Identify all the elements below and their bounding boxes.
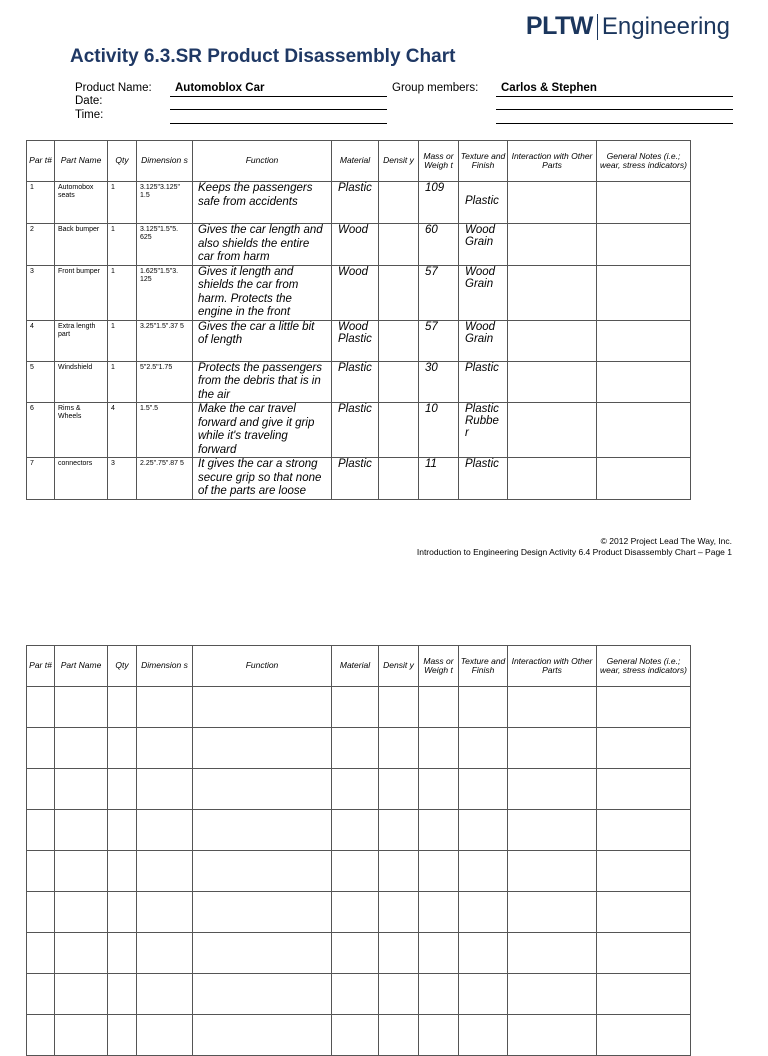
cell-mass[interactable]: 11 — [419, 458, 459, 500]
col-header-interaction: Interaction with Other Parts — [508, 646, 597, 687]
cell-material[interactable]: Plastic — [332, 458, 379, 500]
cell-notes[interactable] — [597, 182, 691, 224]
cell-density[interactable] — [379, 403, 419, 458]
cell-material[interactable] — [332, 892, 379, 933]
cell-part-number[interactable]: 3 — [27, 265, 55, 320]
cell-material[interactable] — [332, 810, 379, 851]
cell-interaction[interactable] — [508, 933, 597, 974]
cell-interaction[interactable] — [508, 182, 597, 224]
col-header-notes: General Notes (i.e.; wear, stress indicators) — [597, 141, 691, 182]
cell-dimensions[interactable] — [137, 892, 193, 933]
cell-density[interactable] — [379, 265, 419, 320]
table-row — [27, 974, 691, 1015]
cell-dimensions[interactable]: 2.25".75".87 5 — [137, 458, 193, 500]
cell-part-name[interactable] — [55, 728, 108, 769]
cell-part-name[interactable] — [55, 851, 108, 892]
cell-texture[interactable]: Plastic — [459, 458, 508, 500]
cell-dimensions[interactable] — [137, 687, 193, 728]
cell-material[interactable]: Plastic — [332, 182, 379, 224]
cell-notes[interactable] — [597, 1015, 691, 1056]
cell-mass[interactable]: 60 — [419, 224, 459, 266]
cell-density[interactable] — [379, 892, 419, 933]
cell-part-name[interactable]: Extra length part — [55, 320, 108, 361]
cell-qty[interactable] — [108, 687, 137, 728]
cell-interaction[interactable] — [508, 892, 597, 933]
cell-dimensions[interactable]: 3.125"3.125" 1.5 — [137, 182, 193, 224]
date-line[interactable] — [170, 109, 387, 110]
cell-part-name[interactable] — [55, 892, 108, 933]
cell-qty[interactable]: 1 — [108, 361, 137, 403]
cell-material[interactable] — [332, 933, 379, 974]
cell-mass[interactable] — [419, 769, 459, 810]
col-header-dimensions: Dimension s — [137, 646, 193, 687]
cell-density[interactable] — [379, 320, 419, 361]
table-row — [27, 458, 691, 500]
cell-part-number[interactable]: 4 — [27, 320, 55, 361]
cell-function[interactable] — [193, 769, 332, 810]
table-row — [27, 810, 691, 851]
cell-part-name[interactable] — [55, 769, 108, 810]
cell-part-number[interactable] — [27, 933, 55, 974]
cell-texture[interactable] — [459, 687, 508, 728]
col-header-material: Material — [332, 646, 379, 687]
cell-dimensions[interactable]: 1.5".5 — [137, 403, 193, 458]
cell-function[interactable] — [193, 851, 332, 892]
cell-texture[interactable] — [459, 769, 508, 810]
cell-density[interactable] — [379, 974, 419, 1015]
cell-mass[interactable]: 57 — [419, 320, 459, 361]
cell-density[interactable] — [379, 182, 419, 224]
cell-qty[interactable] — [108, 851, 137, 892]
table-row — [27, 892, 691, 933]
cell-texture[interactable]: Wood Grain — [459, 224, 508, 266]
cell-notes[interactable] — [597, 851, 691, 892]
page-line-text: Introduction to Engineering Design Activity 6.4 Product Disassembly Chart – Page 1 — [416, 547, 732, 557]
cell-mass[interactable] — [419, 851, 459, 892]
cell-texture[interactable] — [459, 933, 508, 974]
cell-mass[interactable]: 10 — [419, 403, 459, 458]
cell-mass[interactable]: 109 — [419, 182, 459, 224]
cell-part-name[interactable]: Back bumper — [55, 224, 108, 266]
cell-texture[interactable] — [459, 1015, 508, 1056]
cell-part-number[interactable] — [27, 810, 55, 851]
cell-dimensions[interactable]: 3.25"1.5".37 5 — [137, 320, 193, 361]
cell-part-name[interactable]: Front bumper — [55, 265, 108, 320]
cell-density[interactable] — [379, 687, 419, 728]
cell-material[interactable] — [332, 687, 379, 728]
cell-part-name[interactable] — [55, 1015, 108, 1056]
cell-notes[interactable] — [597, 687, 691, 728]
col-header-qty: Qty — [108, 141, 137, 182]
cell-qty[interactable] — [108, 933, 137, 974]
cell-dimensions[interactable]: 1.625"1.5"3. 125 — [137, 265, 193, 320]
cell-part-name[interactable] — [55, 974, 108, 1015]
cell-part-number[interactable] — [27, 728, 55, 769]
cell-density[interactable] — [379, 458, 419, 500]
cell-part-number[interactable] — [27, 851, 55, 892]
cell-part-number[interactable]: 2 — [27, 224, 55, 266]
cell-function[interactable]: It gives the car a strong secure grip so that none of the parts are loose — [193, 458, 332, 500]
cell-mass[interactable] — [419, 810, 459, 851]
cell-mass[interactable]: 57 — [419, 265, 459, 320]
cell-mass[interactable] — [419, 728, 459, 769]
cell-texture[interactable]: Wood Grain — [459, 320, 508, 361]
cell-texture[interactable]: Plastic Rubbe r — [459, 403, 508, 458]
cell-interaction[interactable] — [508, 769, 597, 810]
col-header-mass: Mass or Weigh t — [419, 646, 459, 687]
cell-interaction[interactable] — [508, 320, 597, 361]
cell-qty[interactable] — [108, 769, 137, 810]
cell-function[interactable] — [193, 728, 332, 769]
table-row — [27, 182, 691, 224]
cell-dimensions[interactable] — [137, 974, 193, 1015]
cell-mass[interactable] — [419, 892, 459, 933]
cell-material[interactable] — [332, 728, 379, 769]
disassembly-table-page-2 — [26, 645, 691, 1056]
cell-notes[interactable] — [597, 265, 691, 320]
info-block — [0, 0, 768, 130]
cell-part-number[interactable] — [27, 769, 55, 810]
cell-function[interactable]: Gives it length and shields the car from harm. Protects the engine in the front — [193, 265, 332, 320]
cell-texture[interactable]: Wood Grain — [459, 265, 508, 320]
col-header-texture: Texture and Finish — [459, 646, 508, 687]
col-header-notes: General Notes (i.e.; wear, stress indicators) — [597, 646, 691, 687]
table-row — [27, 687, 691, 728]
col-header-material: Material — [332, 141, 379, 182]
copyright-text: © 2012 Project Lead The Way, Inc. — [600, 536, 732, 546]
product-name-value[interactable]: Automoblox Car — [175, 82, 265, 94]
cell-notes[interactable] — [597, 810, 691, 851]
cell-function[interactable]: Make the car travel forward and give it grip while it's traveling forward — [193, 403, 332, 458]
cell-part-name[interactable]: connectors — [55, 458, 108, 500]
cell-part-name[interactable]: Automobox seats — [55, 182, 108, 224]
cell-function[interactable] — [193, 687, 332, 728]
cell-function[interactable] — [193, 933, 332, 974]
cell-part-number[interactable]: 5 — [27, 361, 55, 403]
cell-function[interactable]: Protects the passengers from the debris that is in the air — [193, 361, 332, 403]
cell-dimensions[interactable] — [137, 769, 193, 810]
cell-qty[interactable]: 4 — [108, 403, 137, 458]
col-header-density: Densit y — [379, 141, 419, 182]
logo-text: Engineering — [601, 12, 730, 40]
cell-qty[interactable]: 1 — [108, 320, 137, 361]
cell-texture[interactable] — [459, 851, 508, 892]
cell-material[interactable]: Plastic — [332, 361, 379, 403]
cell-interaction[interactable] — [508, 361, 597, 403]
cell-part-name[interactable] — [55, 933, 108, 974]
cell-notes[interactable] — [597, 974, 691, 1015]
product-name-line — [170, 96, 387, 97]
cell-notes[interactable] — [597, 933, 691, 974]
cell-part-number[interactable]: 1 — [27, 182, 55, 224]
col-header-texture: Texture and Finish — [459, 141, 508, 182]
cell-density[interactable] — [379, 361, 419, 403]
table-row — [27, 320, 691, 361]
cell-notes[interactable] — [597, 769, 691, 810]
cell-interaction[interactable] — [508, 224, 597, 266]
cell-interaction[interactable] — [508, 851, 597, 892]
cell-density[interactable] — [379, 1015, 419, 1056]
cell-qty[interactable]: 1 — [108, 265, 137, 320]
col-header-part-number: Par t# — [27, 646, 55, 687]
cell-function[interactable] — [193, 892, 332, 933]
cell-qty[interactable] — [108, 974, 137, 1015]
table-row — [27, 1015, 691, 1056]
col-header-qty: Qty — [108, 646, 137, 687]
table-header-row — [27, 646, 691, 687]
cell-function[interactable]: Gives the car a little bit of length — [193, 320, 332, 361]
cell-part-number[interactable] — [27, 1015, 55, 1056]
cell-qty[interactable] — [108, 810, 137, 851]
col-header-density: Densit y — [379, 646, 419, 687]
cell-interaction[interactable] — [508, 810, 597, 851]
col-header-function: Function — [193, 141, 332, 182]
cell-interaction[interactable] — [508, 974, 597, 1015]
cell-density[interactable] — [379, 769, 419, 810]
table-row — [27, 403, 691, 458]
table-row — [27, 728, 691, 769]
cell-density[interactable] — [379, 810, 419, 851]
cell-function[interactable]: Keeps the passengers safe from accidents — [193, 182, 332, 224]
cell-qty[interactable]: 3 — [108, 458, 137, 500]
table-row — [27, 224, 691, 266]
cell-interaction[interactable] — [508, 1015, 597, 1056]
cell-material[interactable]: Wood — [332, 224, 379, 266]
cell-material[interactable] — [332, 851, 379, 892]
col-header-mass: Mass or Weigh t — [419, 141, 459, 182]
cell-density[interactable] — [379, 728, 419, 769]
cell-texture[interactable] — [459, 974, 508, 1015]
cell-dimensions[interactable] — [137, 1015, 193, 1056]
cell-material[interactable]: Wood — [332, 265, 379, 320]
cell-notes[interactable] — [597, 458, 691, 500]
disassembly-table-page-1 — [26, 140, 691, 500]
cell-part-name[interactable]: Windshield — [55, 361, 108, 403]
cell-qty[interactable]: 1 — [108, 182, 137, 224]
product-name-label: Product Name: — [75, 82, 152, 94]
cell-function[interactable] — [193, 810, 332, 851]
cell-part-number[interactable] — [27, 892, 55, 933]
cell-dimensions[interactable]: 5"2.5"1.75 — [137, 361, 193, 403]
cell-notes[interactable] — [597, 728, 691, 769]
cell-notes[interactable] — [597, 361, 691, 403]
time-line[interactable] — [170, 123, 387, 124]
table-row — [27, 361, 691, 403]
table-row — [27, 933, 691, 974]
cell-texture[interactable] — [459, 892, 508, 933]
cell-qty[interactable]: 1 — [108, 224, 137, 266]
cell-mass[interactable] — [419, 974, 459, 1015]
cell-interaction[interactable] — [508, 403, 597, 458]
cell-material[interactable] — [332, 1015, 379, 1056]
blank-rows — [27, 687, 691, 1056]
cell-function[interactable] — [193, 974, 332, 1015]
group-members-label: Group members: — [392, 82, 479, 94]
table-row — [27, 851, 691, 892]
cell-density[interactable] — [379, 851, 419, 892]
cell-material[interactable] — [332, 974, 379, 1015]
cell-dimensions[interactable] — [137, 933, 193, 974]
cell-notes[interactable] — [597, 320, 691, 361]
cell-part-number[interactable]: 6 — [27, 403, 55, 458]
table-row — [27, 769, 691, 810]
page-title: Activity 6.3.SR Product Disassembly Chart — [70, 46, 456, 67]
cell-qty[interactable] — [108, 1015, 137, 1056]
cell-notes[interactable] — [597, 224, 691, 266]
cell-mass[interactable] — [419, 933, 459, 974]
cell-dimensions[interactable] — [137, 728, 193, 769]
cell-part-name[interactable] — [55, 810, 108, 851]
col-header-part-number: Par t# — [27, 141, 55, 182]
cell-part-number[interactable] — [27, 974, 55, 1015]
group-members-line-1 — [496, 96, 733, 97]
time-label: Time: — [75, 109, 104, 121]
cell-part-number[interactable] — [27, 687, 55, 728]
col-header-interaction: Interaction with Other Parts — [508, 141, 597, 182]
group-members-line-2[interactable] — [496, 109, 733, 110]
cell-interaction[interactable] — [508, 728, 597, 769]
cell-qty[interactable] — [108, 892, 137, 933]
cell-material[interactable]: Wood Plastic — [332, 320, 379, 361]
cell-notes[interactable] — [597, 892, 691, 933]
cell-texture[interactable] — [459, 810, 508, 851]
cell-notes[interactable] — [597, 403, 691, 458]
cell-mass[interactable] — [419, 687, 459, 728]
cell-function[interactable] — [193, 1015, 332, 1056]
cell-dimensions[interactable] — [137, 851, 193, 892]
cell-interaction[interactable] — [508, 458, 597, 500]
group-members-value[interactable]: Carlos & Stephen — [501, 82, 597, 94]
cell-dimensions[interactable]: 3.125"1.5"5. 625 — [137, 224, 193, 266]
cell-part-name[interactable] — [55, 687, 108, 728]
cell-mass[interactable] — [419, 1015, 459, 1056]
col-header-function: Function — [193, 646, 332, 687]
cell-interaction[interactable] — [508, 687, 597, 728]
table-row — [27, 265, 691, 320]
cell-part-name[interactable]: Rims & Wheels — [55, 403, 108, 458]
cell-material[interactable] — [332, 769, 379, 810]
cell-qty[interactable] — [108, 728, 137, 769]
page-footer — [417, 536, 732, 558]
cell-density[interactable] — [379, 933, 419, 974]
logo-brand: PLTW — [525, 12, 593, 40]
cell-interaction[interactable] — [508, 265, 597, 320]
date-label: Date: — [75, 95, 103, 107]
cell-part-number[interactable]: 7 — [27, 458, 55, 500]
cell-density[interactable] — [379, 224, 419, 266]
cell-dimensions[interactable] — [137, 810, 193, 851]
col-header-part-name: Part Name — [55, 141, 108, 182]
col-header-dimensions: Dimension s — [137, 141, 193, 182]
cell-mass[interactable]: 30 — [419, 361, 459, 403]
cell-material[interactable]: Plastic — [332, 403, 379, 458]
cell-texture[interactable] — [459, 728, 508, 769]
cell-function[interactable]: Gives the car length and also shields the entire car from harm — [193, 224, 332, 266]
table-header-row — [27, 141, 691, 182]
cell-texture[interactable]: Plastic — [459, 361, 508, 403]
cell-texture[interactable]: Plastic — [459, 182, 508, 224]
group-members-line-3[interactable] — [496, 123, 733, 124]
col-header-part-name: Part Name — [55, 646, 108, 687]
